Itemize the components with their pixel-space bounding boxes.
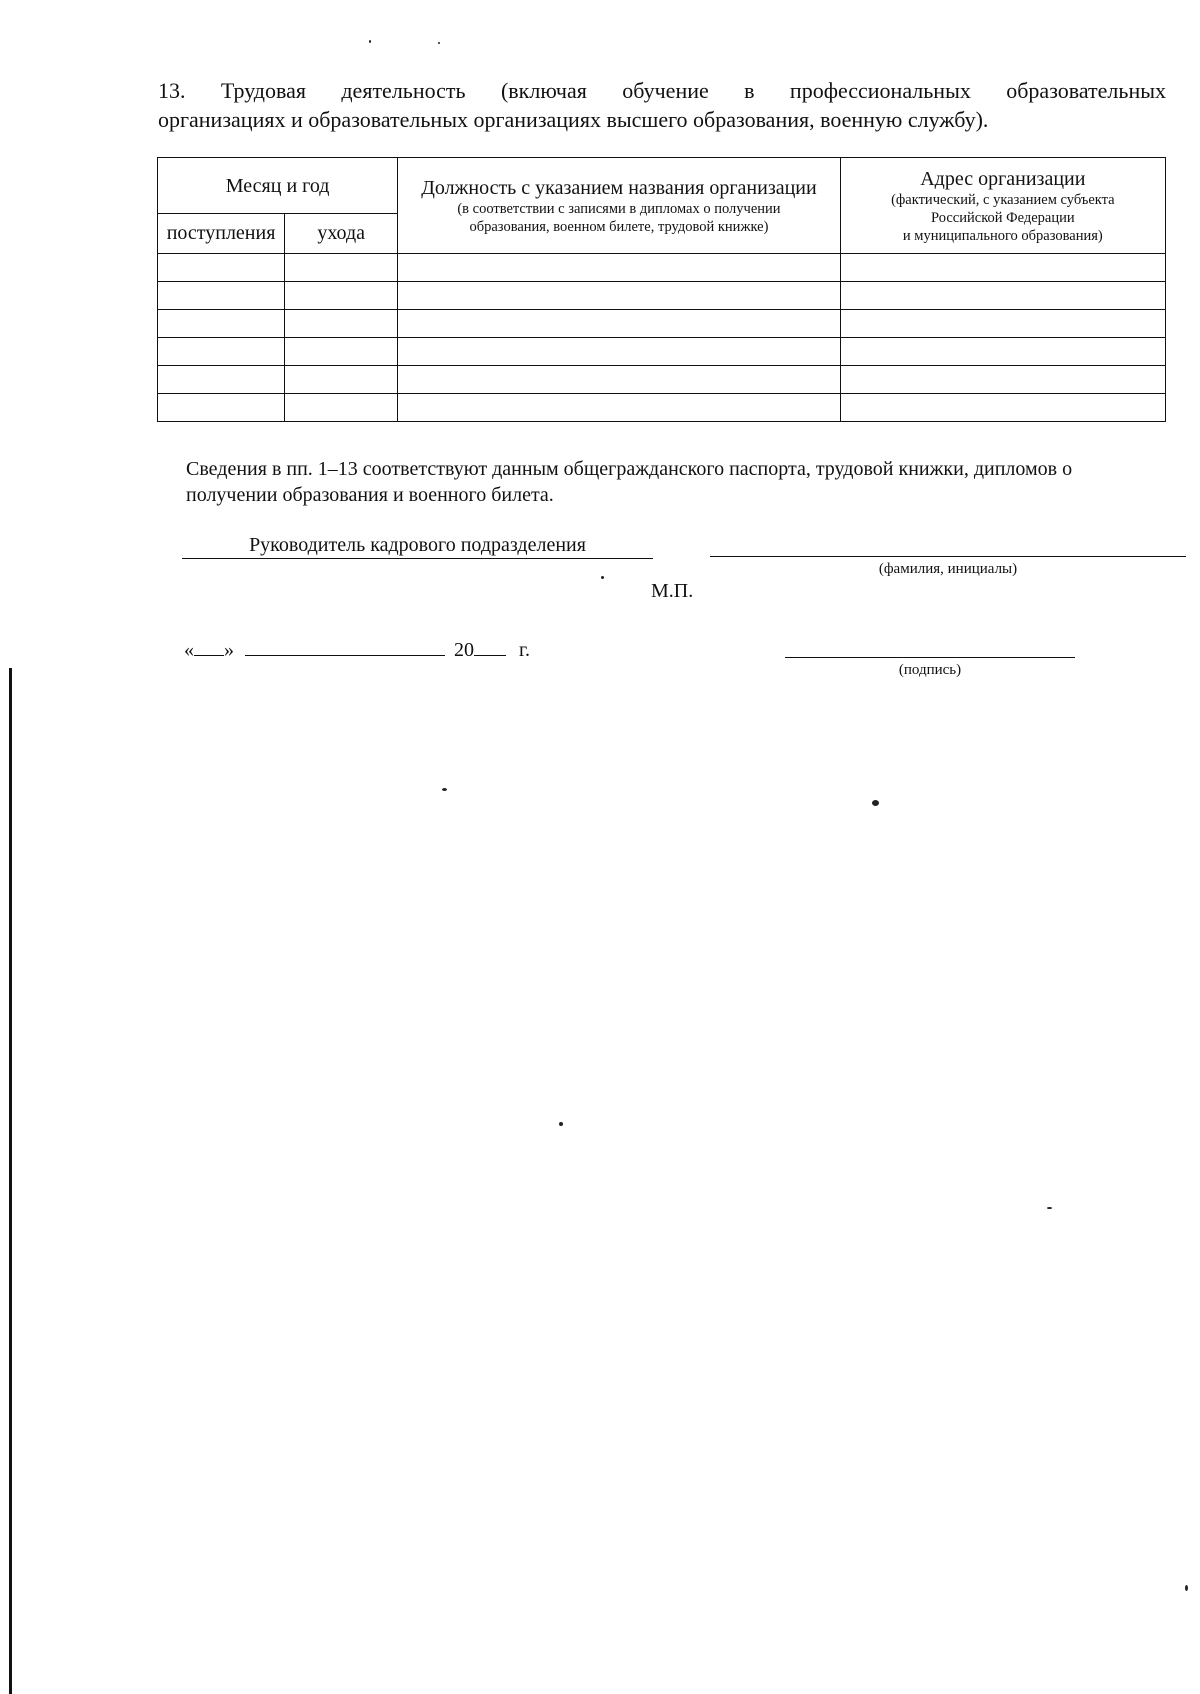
cell-position[interactable] [398,254,840,282]
date-year-prefix: 20 [454,639,474,661]
date-month-field[interactable] [245,637,445,656]
cell-start[interactable] [158,254,285,282]
cell-start[interactable] [158,394,285,422]
header-month-year: Месяц и год [158,158,398,214]
signature-field[interactable] [785,657,1075,658]
date-year-field[interactable] [474,637,506,656]
stamp-place: М.П. [651,580,694,602]
scan-speck [438,42,440,44]
date-close-quote: » [224,639,234,661]
scan-edge-mark [9,668,12,1694]
cell-start[interactable] [158,282,285,310]
scan-speck [559,1122,563,1126]
table-row [158,366,1166,394]
cell-address[interactable] [840,282,1165,310]
cell-address[interactable] [840,394,1165,422]
scan-speck [369,40,371,43]
section-title-line-2: организациях и образовательных организациях высшего образования, военную службу). [158,107,989,132]
table-row [158,338,1166,366]
scan-speck [601,576,604,579]
cell-position[interactable] [398,282,840,310]
cell-address[interactable] [840,366,1165,394]
table-row [158,254,1166,282]
fio-field[interactable] [710,556,1186,557]
date-day-field[interactable] [194,637,224,656]
cell-position[interactable] [398,366,840,394]
cell-address[interactable] [840,310,1165,338]
header-position-sub-1: (в соответствии с записями в дипломах о получении [457,200,781,217]
cell-position[interactable] [398,394,840,422]
scan-speck [1047,1207,1052,1209]
cell-start[interactable] [158,310,285,338]
table-row [158,310,1166,338]
cell-position[interactable] [398,338,840,366]
scan-speck [442,788,447,791]
cell-position[interactable] [398,310,840,338]
header-address [840,158,1165,254]
cell-end[interactable] [285,338,398,366]
cell-end[interactable] [285,282,398,310]
date-open-quote: « [184,639,194,661]
header-address-main: Адрес организации [920,167,1086,190]
cell-end[interactable] [285,366,398,394]
date-field [184,637,530,662]
header-position-main: Должность с указанием названия организации [421,176,817,199]
header-address-sub-2: Российской Федерации [931,209,1075,226]
cell-start[interactable] [158,366,285,394]
table-row [158,394,1166,422]
work-history-table [157,157,1166,422]
scan-speck [1185,1585,1188,1591]
table-row [158,282,1166,310]
header-address-sub-3: и муниципального образования) [902,227,1103,244]
header-position-sub-2: образования, военном билете, трудовой книжке) [469,218,769,235]
verification-statement: Сведения в пп. 1–13 соответствуют данным общегражданского паспорта, трудовой книжки, дипломов о получении образования и военного билета. [186,458,1073,506]
cell-address[interactable] [840,254,1165,282]
cell-end[interactable] [285,310,398,338]
signature-caption: (подпись) [898,662,962,678]
cell-end[interactable] [285,254,398,282]
fio-caption: (фамилия, инициалы) [878,561,1018,577]
date-year-suffix: г. [519,639,530,661]
hr-head-role: Руководитель кадрового подразделения [182,533,653,559]
cell-end[interactable] [285,394,398,422]
header-position [398,158,840,254]
header-start: поступления [158,214,285,254]
header-address-sub-1: (фактический, с указанием субъекта [891,191,1115,208]
header-end: ухода [285,214,398,254]
scan-speck [872,800,879,806]
section-13-title [158,76,1166,134]
cell-address[interactable] [840,338,1165,366]
cell-start[interactable] [158,338,285,366]
section-title-line-1: 13. Трудовая деятельность (включая обучение в профессиональных образовательных [158,78,1166,103]
